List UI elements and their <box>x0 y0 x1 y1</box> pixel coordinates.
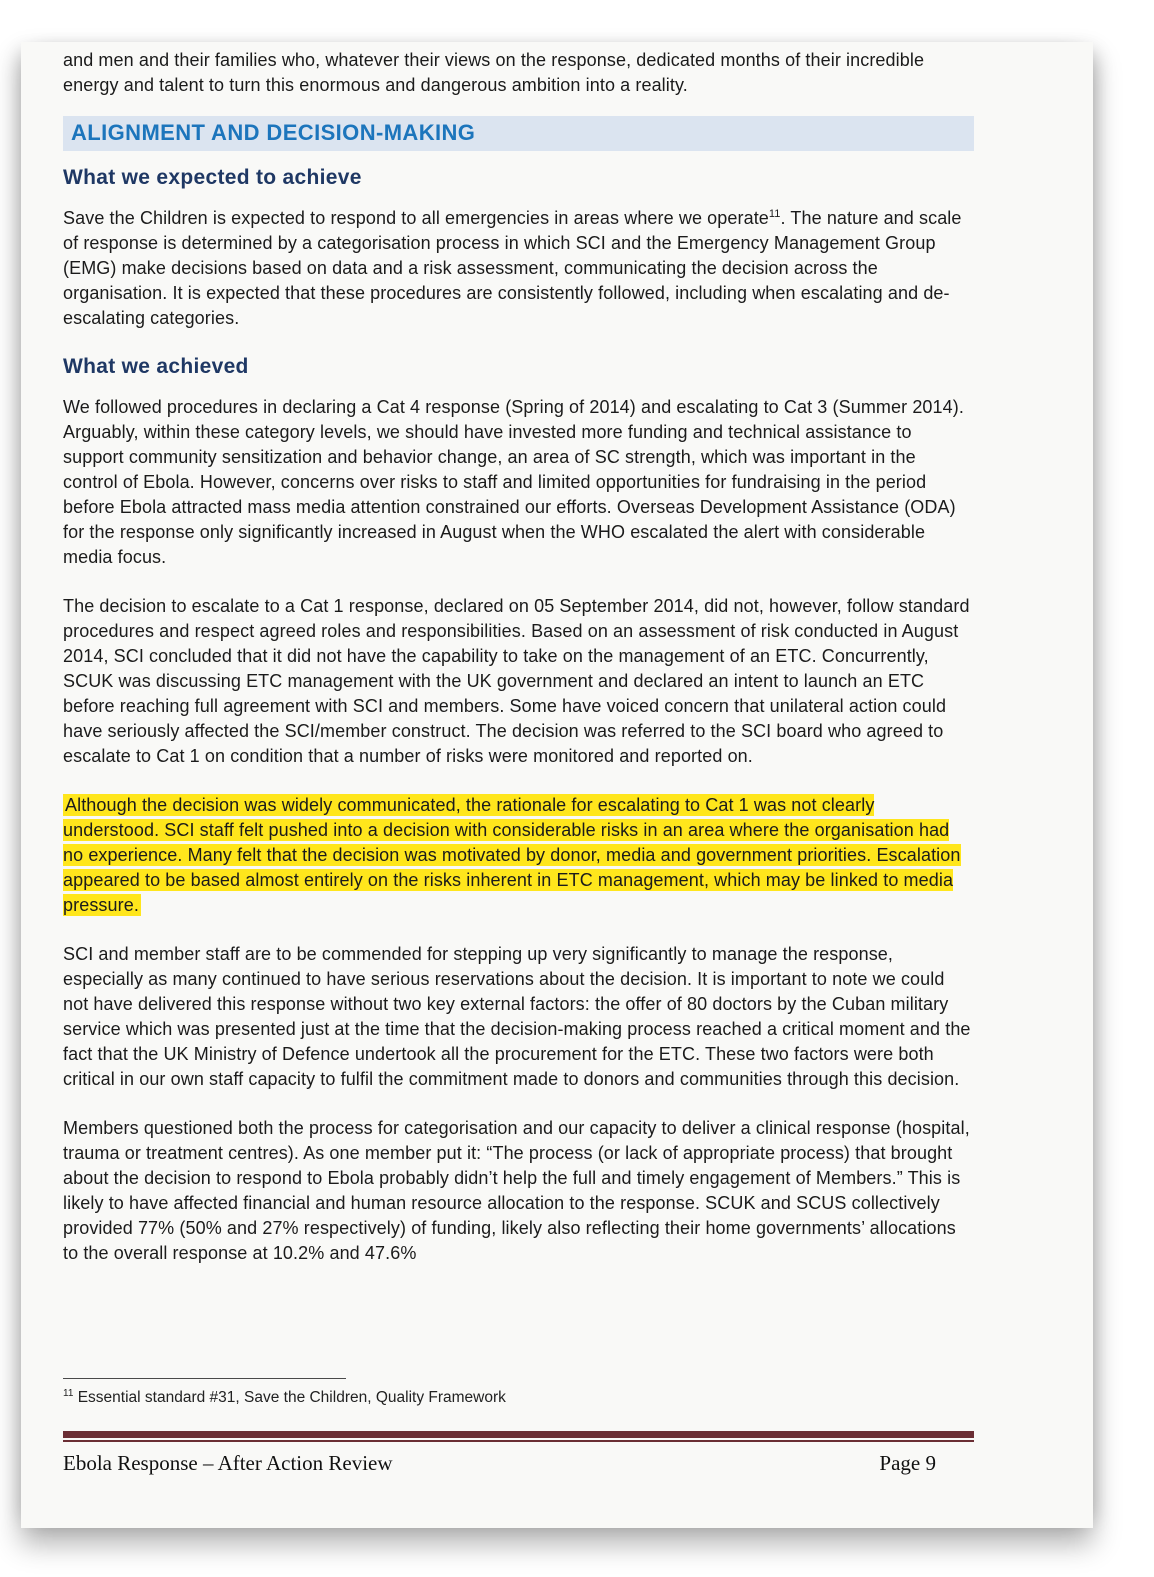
footer-page-number: Page 9 <box>879 1451 936 1475</box>
paragraph-expected-text-cont: . The nature and scale of response is determined by a categorisation process in which SCI and the Emergency Management Group (EMG) make decisions based on data and a risk assessment, communicating the decision across the organisation. It is expected that these procedures are consistently followed, including when escalating and de-escalating categories. <box>63 208 962 328</box>
page-footer <box>63 1431 974 1476</box>
paragraph-achieved-2: The decision to escalate to a Cat 1 response, declared on 05 September 2014, did not, however, follow standard procedures and respect agreed roles and responsibilities. Based on an assessment of risk conducted in August 2014, SCI concluded that it did not have the capability to take on the management of an ETC. Concurrently, SCUK was discussing ETC management with the UK government and declared an intent to launch an ETC before reaching full agreement with SCI and members. Some have voiced concern that unilateral action could have seriously affected the SCI/member construct. The decision was referred to the SCI board who agreed to escalate to Cat 1 on condition that a number of risks were monitored and reported on. <box>63 596 970 766</box>
footer-rule-thick <box>63 1431 974 1438</box>
footnote-separator <box>63 1378 346 1379</box>
document-page <box>21 42 1093 1528</box>
intro-paragraph: and men and their families who, whatever their views on the response, dedicated months of their incredible energy and talent to turn this enormous and dangerous ambition into a reality. <box>63 50 925 95</box>
footnote <box>63 1388 974 1408</box>
footnote-block <box>63 1378 974 1408</box>
footer-text-row <box>63 1451 974 1476</box>
highlighted-text: Although the decision was widely communicated, the rationale for escalating to Cat 1 was not clearly understood. SCI staff felt pushed into a decision with considerable risks in an area where the organisation had no experience. Many felt that the decision was motivated by donor, media and government priorities. Escalation appeared to be based almost entirely on the risks inherent in ETC management, which may be linked to media pressure. <box>63 795 961 915</box>
footer-document-title: Ebola Response – After Action Review <box>63 1451 393 1475</box>
footnote-text: Essential standard #31, Save the Children, Quality Framework <box>77 1389 506 1406</box>
paragraph-achieved-1: We followed procedures in declaring a Cat 4 response (Spring of 2014) and escalating to Cat 3 (Summer 2014). Arguably, within these category levels, we should have invested more funding and technical assistance to support community sensitization and behavior change, an area of SC strength, which was important in the control of Ebola. However, concerns over risks to staff and limited opportunities for fundraising in the period before Ebola attracted mass media attention constrained our efforts. Overseas Development Assistance (ODA) for the response only significantly increased in August when the WHO escalated the alert with considerable media focus. <box>63 397 964 567</box>
paragraph-commended: SCI and member staff are to be commended for stepping up very significantly to manage the response, especially as many continued to have serious reservations about the decision. It is important to note we could not have delivered this response without two key external factors: the offer of 80 doctors by the Cuban military service which was presented just at the time that the decision-making process reached a critical moment and the fact that the UK Ministry of Defence undertook all the procurement for the ETC. These two factors were both critical in our own staff capacity to fulfil the commitment made to donors and communities through this decision. <box>63 944 971 1089</box>
highlighted-paragraph <box>63 793 974 918</box>
subheading-achieved: What we achieved <box>63 355 249 378</box>
paragraph-expected-text: Save the Children is expected to respond to all emergencies in areas where we operate <box>63 208 769 228</box>
footnote-reference-11: 11 <box>768 208 781 220</box>
subheading-expected: What we expected to achieve <box>63 166 362 189</box>
paragraph-members: Members questioned both the process for categorisation and our capacity to deliver a clinical response (hospital, trauma or treatment centres). As one member put it: “The process (or lack of appropriate process) that brought about the decision to respond to Ebola probably didn’t help the full and timely engagement of Members.” This is likely to have affected financial and human resource allocation to the response. SCUK and SCUS collectively provided 77% (50% and 27% respectively) of funding, likely also reflecting their home governments’ allocations to the overall response at 10.2% and 47.6% <box>63 1118 970 1263</box>
footer-rule-thin <box>63 1440 974 1442</box>
section-heading: ALIGNMENT AND DECISION-MAKING <box>71 120 476 145</box>
section-heading-bar <box>63 116 974 151</box>
footnote-marker: 11 <box>63 1387 74 1399</box>
paragraph-expected <box>63 206 974 331</box>
page-body <box>63 48 974 1290</box>
